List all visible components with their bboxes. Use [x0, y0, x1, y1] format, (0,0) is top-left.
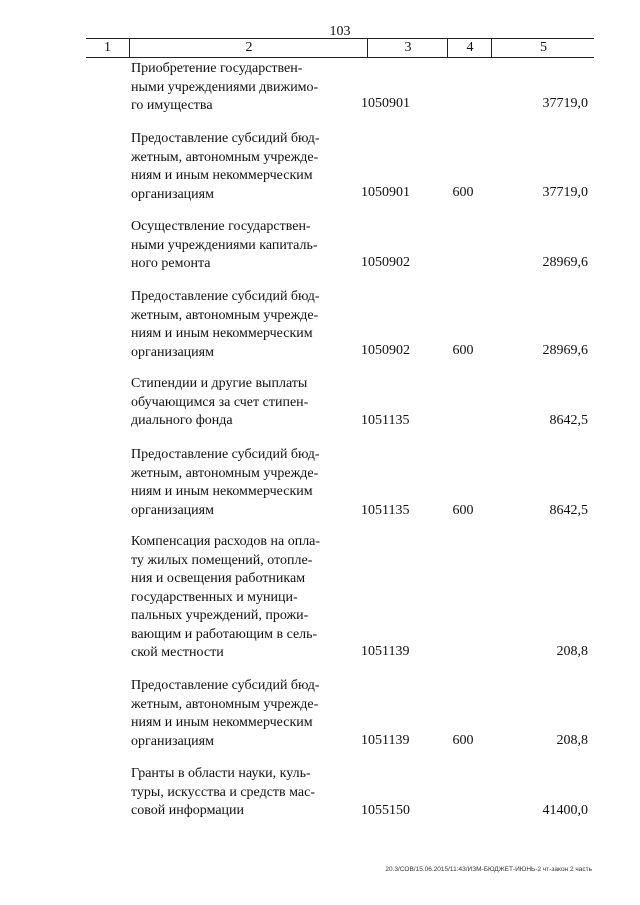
row-description: Предоставление субсидий бюд- жетным, автономным учрежде- ниям и иным некоммерческим организациям	[131, 678, 320, 749]
header-col-1: 1	[104, 40, 111, 55]
row-amount: 208,8	[556, 733, 588, 748]
row-description: Предоставление субсидий бюд- жетным, автономным учрежде- ниям и иным некоммерческим организациям	[131, 289, 320, 360]
row-kind: 600	[452, 343, 474, 358]
row-code: 1050902	[361, 255, 410, 270]
row-amount: 8642,5	[549, 503, 588, 518]
header-col-5: 5	[491, 39, 595, 57]
row-description: Предоставление субсидий бюд- жетным, автономным учрежде- ниям и иным некоммерческим организациям	[131, 447, 320, 518]
row-amount: 208,8	[556, 644, 588, 659]
row-amount: 28969,6	[542, 343, 588, 358]
row-amount: 41400,0	[542, 803, 588, 818]
row-code: 1050902	[361, 343, 410, 358]
row-amount: 37719,0	[542, 96, 588, 111]
row-code: 1051135	[361, 503, 410, 518]
row-description: Приобретение государствен- ными учреждениями движимо- го имущества	[131, 61, 319, 113]
row-code: 1051139	[361, 733, 410, 748]
row-description: Гранты в области науки, куль- туры, искусства и средств мас- совой информации	[131, 766, 315, 818]
row-kind: 600	[452, 733, 474, 748]
header-col-2: 2	[129, 39, 368, 57]
table-header	[86, 38, 594, 58]
row-description: Предоставление субсидий бюд- жетным, автономным учрежде- ниям и иным некоммерческим организациям	[131, 131, 320, 202]
row-description: Стипендии и другие выплаты обучающимся за счет стипен- диального фонда	[131, 376, 309, 428]
row-code: 1050901	[361, 185, 410, 200]
document-footer-stamp: 20.3/СОВ/15.06.2015/11:43/ИЗМ-БЮДЖЕТ-ИЮНЬ-2 чт-закон 2 часть	[385, 866, 592, 873]
row-amount: 8642,5	[549, 413, 588, 428]
row-code: 1050901	[361, 96, 410, 111]
row-code: 1051135	[361, 413, 410, 428]
row-description: Компенсация расходов на опла- ту жилых помещений, отопле- ния и освещения работникам государственных и муници- пальных учреждений, прожи- вающим и работающим в сель- ской местности	[131, 534, 321, 660]
header-col-4: 4	[447, 39, 492, 57]
row-code: 1055150	[361, 803, 410, 818]
row-amount: 28969,6	[542, 255, 588, 270]
row-kind: 600	[452, 185, 474, 200]
row-code: 1051139	[361, 644, 410, 659]
header-col-3: 3	[367, 39, 448, 57]
row-kind: 600	[452, 503, 474, 518]
row-amount: 37719,0	[542, 185, 588, 200]
row-description: Осуществление государствен- ными учреждениями капиталь- ного ремонта	[131, 219, 318, 271]
page-number: 103	[329, 24, 351, 39]
